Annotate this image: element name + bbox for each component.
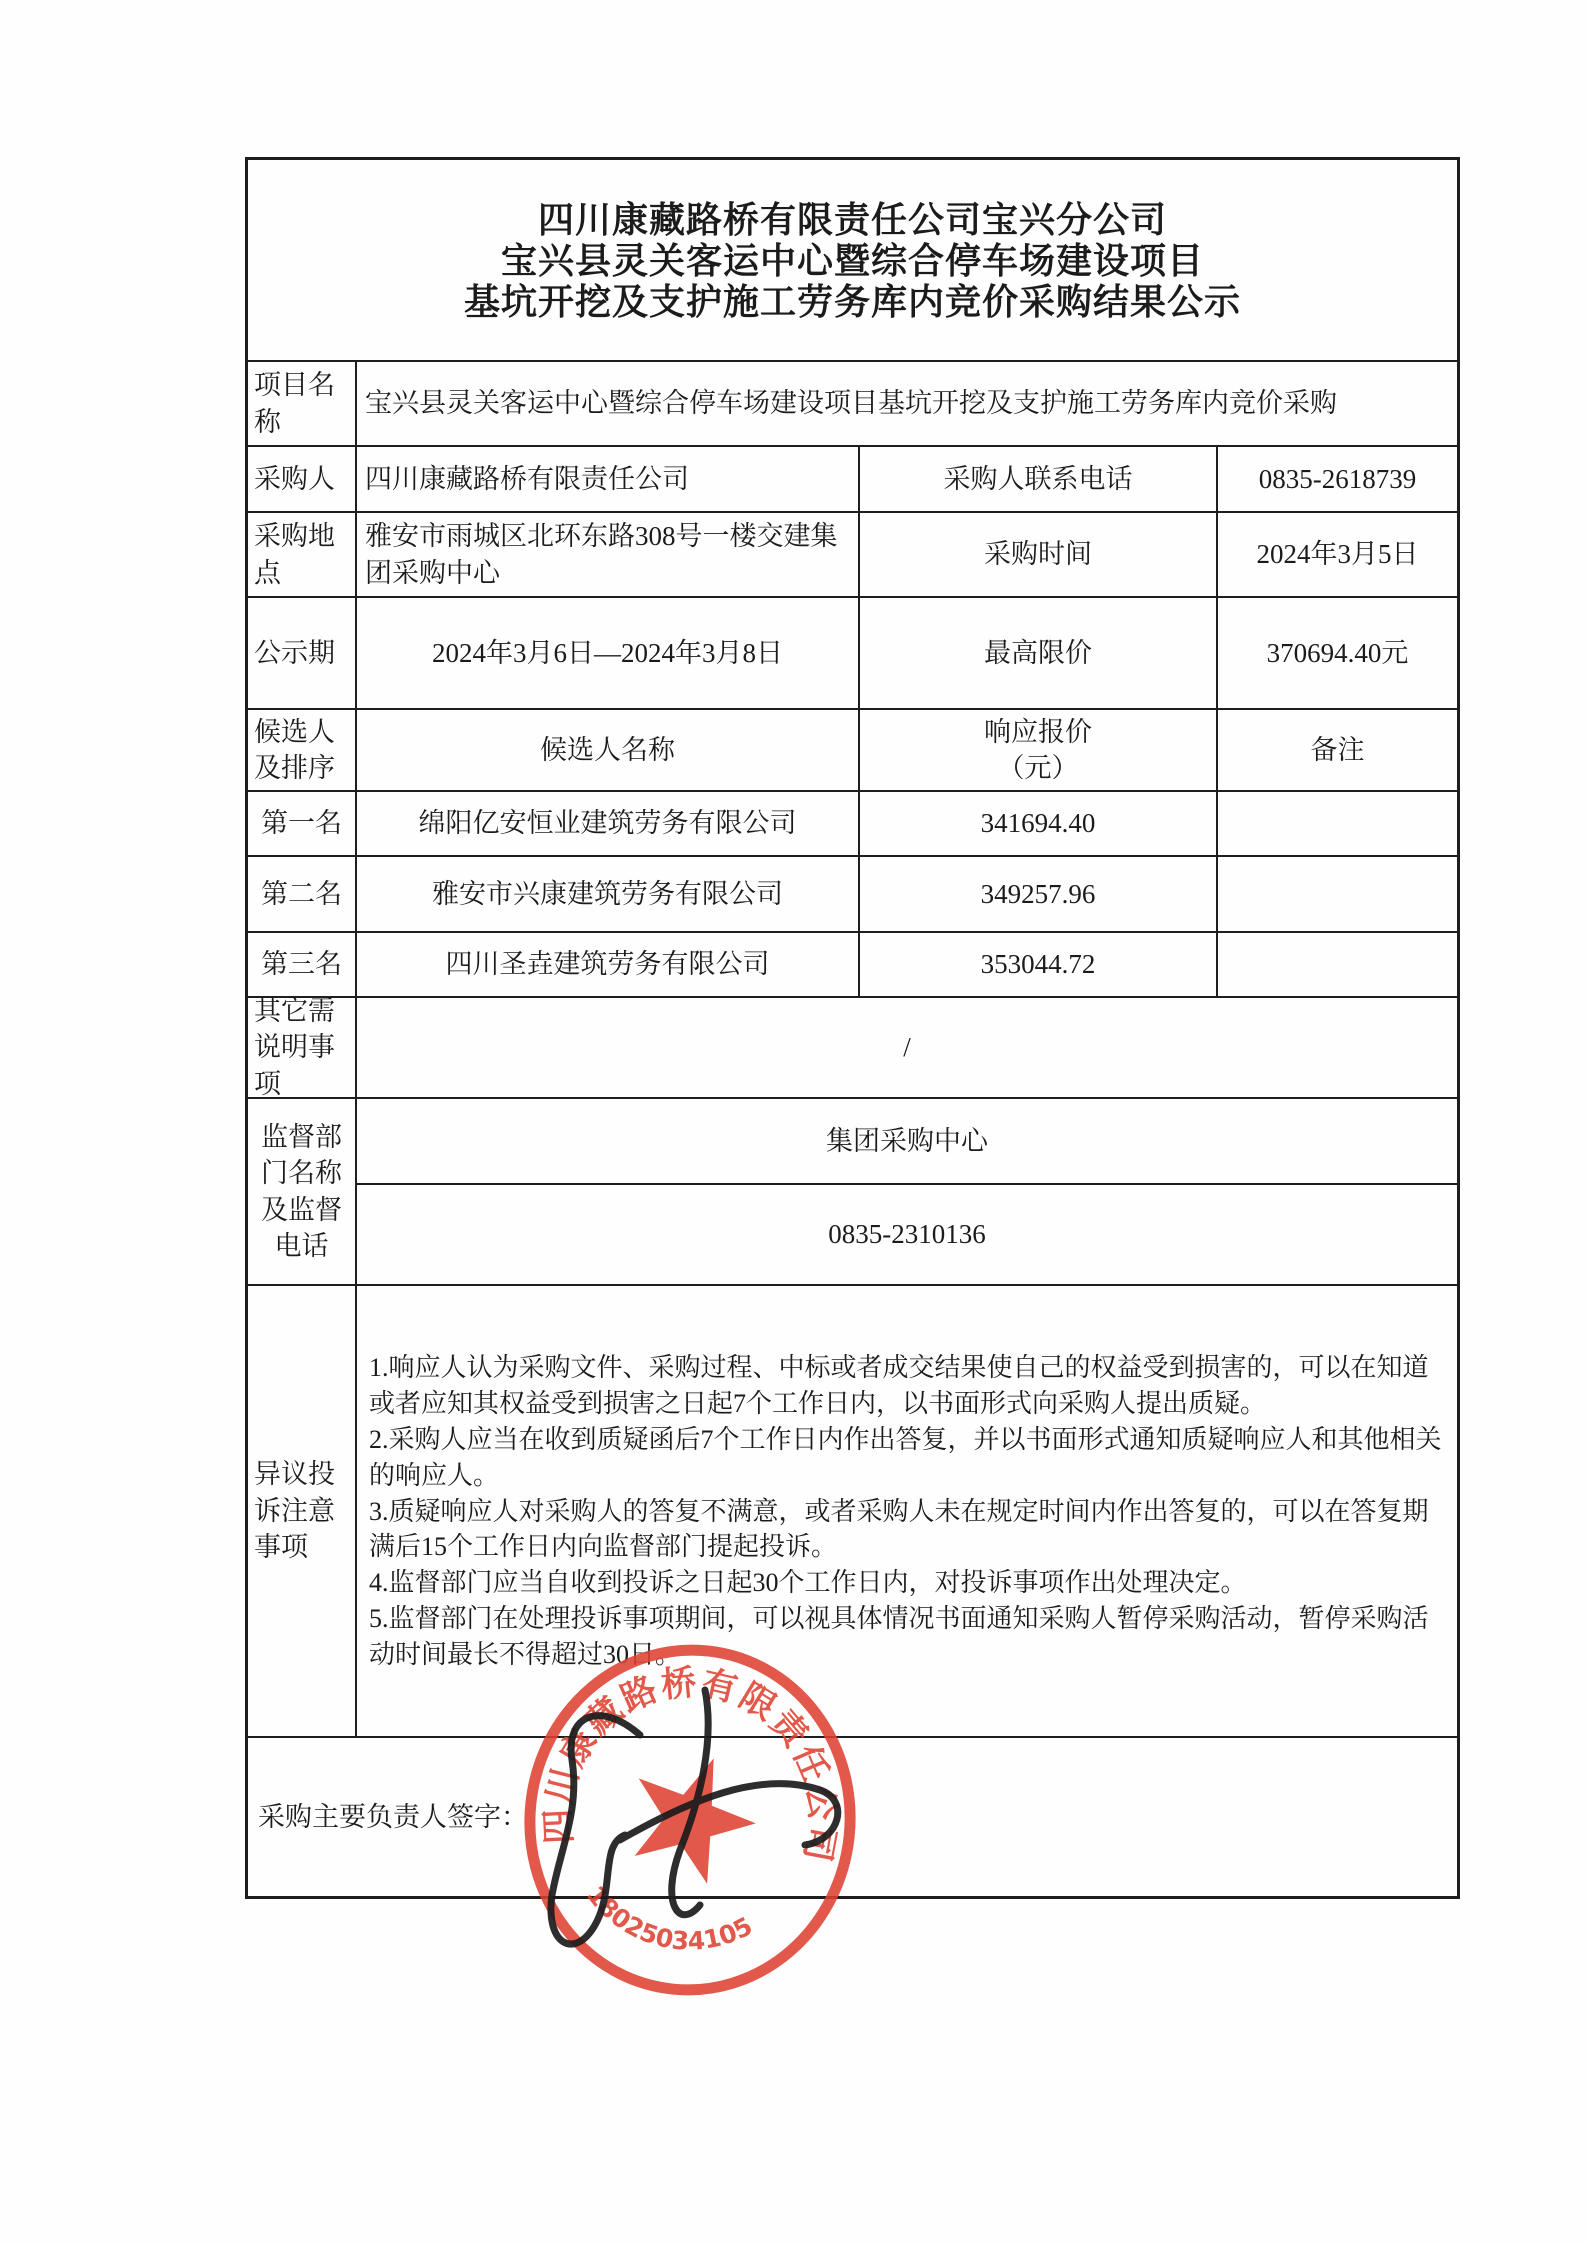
candidate-remark (1216, 855, 1457, 931)
objection-text (355, 1284, 1457, 1736)
candidate-remark (1216, 931, 1457, 996)
candidate-rank: 第一名 (248, 790, 355, 855)
other-notes-label: 其它需说明事项 (248, 996, 355, 1097)
candidates-rank-header: 候选人及排序 (248, 708, 355, 790)
max-price-label: 最高限价 (858, 596, 1216, 708)
purchase-time-value: 2024年3月5日 (1216, 511, 1457, 596)
signature-row (248, 1736, 1457, 1896)
other-notes-value: / (355, 996, 1457, 1097)
objection-label: 异议投诉注意事项 (248, 1284, 355, 1736)
objection-line: 2.采购人应当在收到质疑函后7个工作日内作出答复，并以书面形式通知质疑响应人和其他相关的响应人。 (369, 1424, 1442, 1490)
objection-line: 4.监督部门应当自收到投诉之日起30个工作日内，对投诉事项作出处理决定。 (369, 1568, 1247, 1598)
objection-line: 3.质疑响应人对采购人的答复不满意，或者采购人未在规定时间内作出答复的，可以在答复期满后15个工作日内向监督部门提起投诉。 (369, 1496, 1429, 1562)
objection-line: 5.监督部门在处理投诉事项期间，可以视具体情况书面通知采购人暂停采购活动，暂停采购活动时间最长不得超过30日。 (369, 1604, 1429, 1669)
candidates-price-header: 响应报价 （元） (858, 708, 1216, 790)
candidate-price: 349257.96 (858, 855, 1216, 931)
project-name-label: 项目名称 (248, 360, 355, 445)
project-name-value: 宝兴县灵关客运中心暨综合停车场建设项目基坑开挖及支护施工劳务库内竞价采购 (355, 360, 1457, 445)
supervision-label: 监督部门名称及监督电话 (248, 1097, 355, 1284)
candidate-rank: 第二名 (248, 855, 355, 931)
candidate-price: 353044.72 (858, 931, 1216, 996)
candidate-price: 341694.40 (858, 790, 1216, 855)
seal-number-text: 18025034105 (580, 1880, 758, 1956)
objection-line: 1.响应人认为采购文件、采购过程、中标或者成交结果使自己的权益受到损害的，可以在知道或者应知其权益受到损害之日起7个工作日内，以书面形式向采购人提出质疑。 (369, 1353, 1429, 1418)
candidate-rank: 第三名 (248, 931, 355, 996)
candidate-name: 雅安市兴康建筑劳务有限公司 (355, 855, 858, 931)
publicity-period-label: 公示期 (248, 596, 355, 708)
purchaser-label: 采购人 (248, 445, 355, 511)
candidates-remark-header: 备注 (1216, 708, 1457, 790)
result-table (245, 157, 1460, 1899)
location-label: 采购地点 (248, 511, 355, 596)
purchaser-phone-label: 采购人联系电话 (858, 445, 1216, 511)
location-value: 雅安市雨城区北环东路308号一楼交建集团采购中心 (355, 511, 858, 596)
candidate-name: 四川圣垚建筑劳务有限公司 (355, 931, 858, 996)
signature-label: 采购主要负责人签字： (258, 1801, 528, 1832)
candidate-name: 绵阳亿安恒业建筑劳务有限公司 (355, 790, 858, 855)
title-line-1: 四川康藏路桥有限责任公司宝兴分公司 (537, 198, 1167, 240)
seal-company-text: 四川康藏路桥有限责任公司 (538, 1662, 843, 1865)
document-title (248, 160, 1457, 360)
title-line-3: 基坑开挖及支护施工劳务库内竞价采购结果公示 (463, 280, 1241, 322)
purchaser-value: 四川康藏路桥有限责任公司 (355, 445, 858, 511)
title-line-2: 宝兴县灵关客运中心暨综合停车场建设项目 (500, 239, 1204, 281)
purchase-time-label: 采购时间 (858, 511, 1216, 596)
candidates-name-header: 候选人名称 (355, 708, 858, 790)
supervision-phone: 0835-2310136 (355, 1183, 1457, 1284)
candidate-remark (1216, 790, 1457, 855)
max-price-value: 370694.40元 (1216, 596, 1457, 708)
purchaser-phone-value: 0835-2618739 (1216, 445, 1457, 511)
publicity-period-value: 2024年3月6日—2024年3月8日 (355, 596, 858, 708)
supervision-department: 集团采购中心 (355, 1097, 1457, 1183)
